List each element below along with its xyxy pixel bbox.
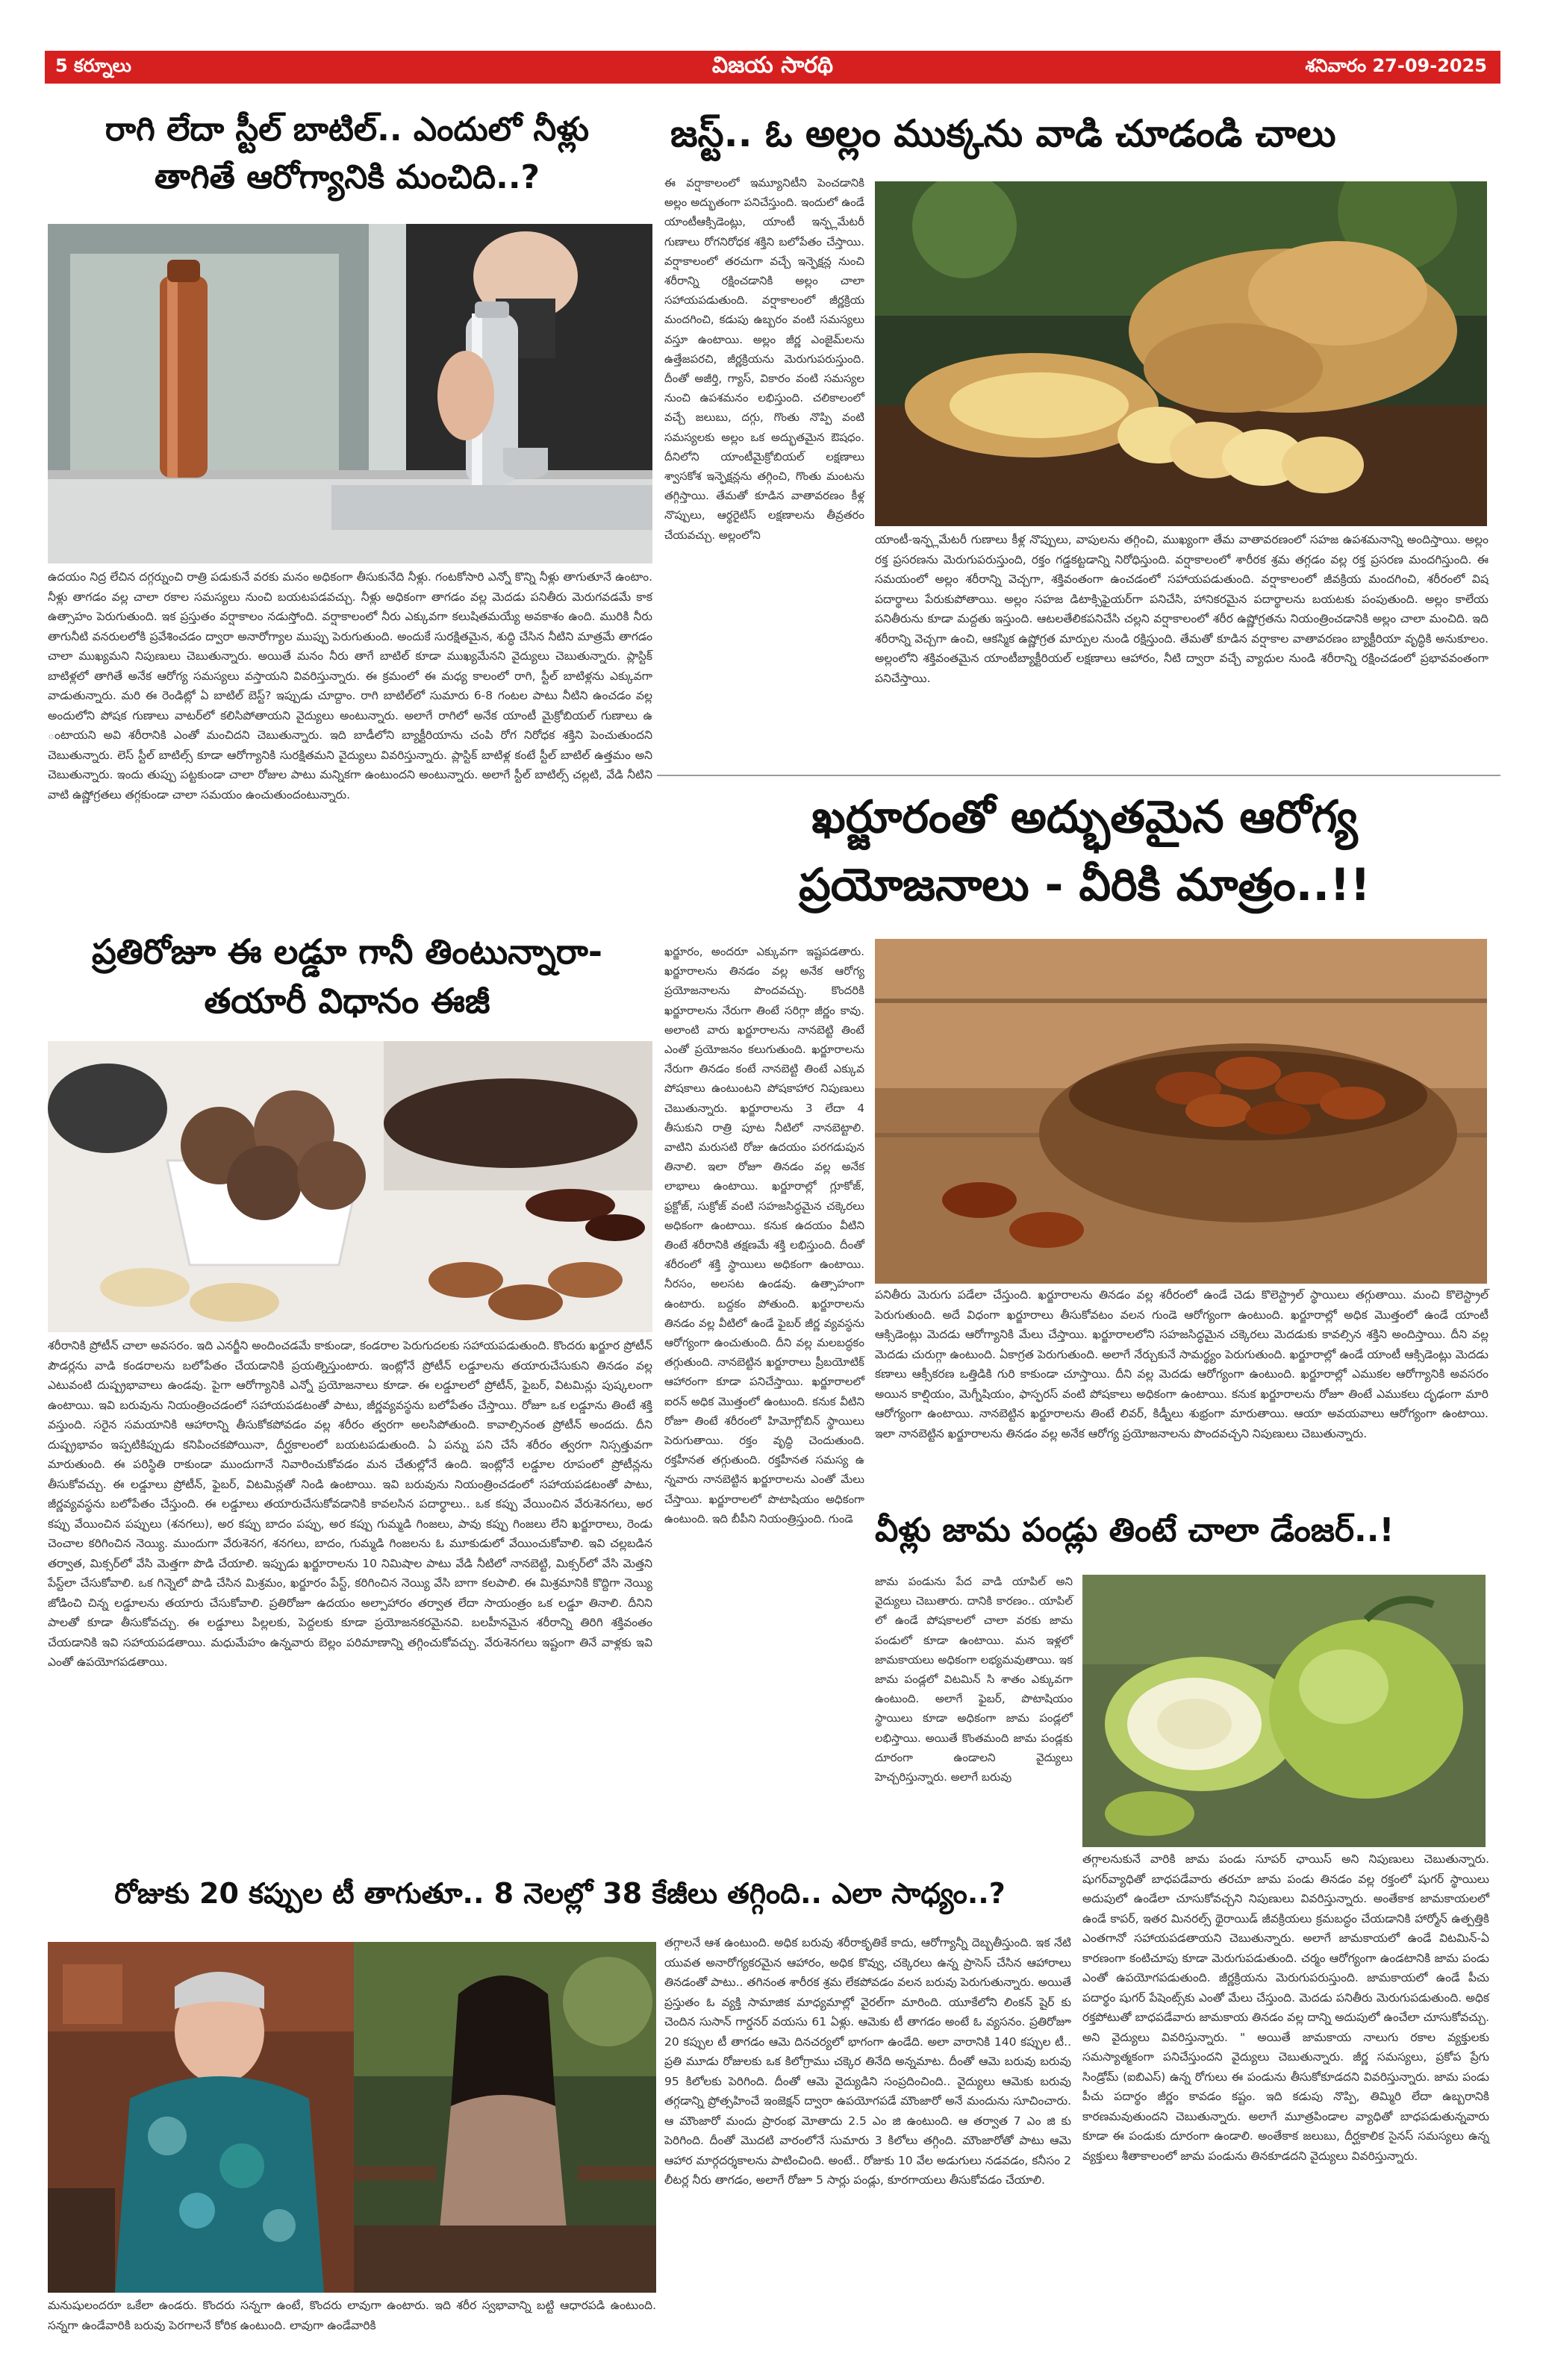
guava-headline: వీళ్లు జామ పండ్లు తింటే చాలా డేంజర్..!	[875, 1511, 1394, 1549]
dates-body-column: ఖర్జూరం, అందరూ ఎక్కువగా ఇష్టపడతారు. ఖర్జూరాలను తినడం వల్ల అనేక ఆరోగ్య ప్రయోజనాలను పొందవచ్చు. కొందరికి ఖర్జూరాలను నేరుగా తింటే సరిగ్గా జీర్ణం కావు. అలాంటి వారు ఖర్జూరాలను నానబెట్టి తింటే ఎంతో ప్రయోజనం కలుగుతుంది. ఖర్జూరాలను నేరుగా తినడం కంటే నానబెట్టి తింటే ఎక్కువ పోషకాలు ఉంటుంటని పోషకాహార నిపుణులు చెబుతున్నారు. ఖర్జూరాలను 3 లేదా 4 తీసుకుని రాత్రి పూట నీటిలో నానబెట్టాలి. వాటిని మరుసటి రోజు ఉదయం పరగడుపున తినాలి. ఇలా రోజూ తినడం వల్ల అనేక లాభాలు ఉంటాయి. ఖర్జూరాల్లో గ్లూకోజ్, ఫ్రక్టోజ్, సుక్రోజ్ వంటి సహజసిద్ధమైన చక్కెరలు అధికంగా ఉంటాయి. కనుక ఉదయం వీటిని తింటే శరీరానికి తక్షణమే శక్తి లభిస్తుంది. దీంతో శరీరంలో శక్తి స్థాయిలు అధికంగా ఉంటాయి. నీరసం, అలసట ఉండవు. ఉత్సాహంగా ఉంటారు. బద్దకం పోతుంది. ఖర్జూరాలను తినడం వల్ల వీటిలో ఉండే ఫైబర్ జీర్ణ వ్యవస్థను ఆరోగ్యంగా ఉంచుతుంది. దీని వల్ల మలబద్ధకం తగ్గుతుంది. నానబెట్టిన ఖర్జూరాలు ప్రీబయోటిక్ ఆహారంగా కూడా పనిచేస్తాయి. ఖర్జూరాలలో ఐరన్ అధిక మొత్తంలో ఉంటుంది. కనుక వీటిని రోజూ తింటే శరీరంలో హిమోగ్లోబిన్ స్థాయిలు పెరుగుతాయి. రక్తం వృద్ధి చెందుతుంది. రక్తహీనత తగ్గుతుంది. రక్తహీనత సమస్య ఉ న్నవారు నానబెట్టిన ఖర్జూరాలను ఎంతో మేలు చేస్తాయి. ఖర్జూరాలలో పొటాషియం అధికంగా ఉంటుంది. ఇది బీపీని నియంత్రిస్తుంది. గుండె	[664, 945, 864, 1525]
paper-name: విజయ సారథి	[711, 52, 834, 78]
page-label: 5 కర్నూలు	[55, 55, 131, 76]
ginger-headline: జస్ట్.. ఓ అల్లం ముక్కను వాడి చూడండి చాలు	[670, 112, 1336, 155]
dates-headline-line-1: ఖర్జూరంతో అద్భుతమైన ఆరోగ్య	[811, 791, 1358, 843]
bottle-headline-line-1: రాగి లేదా స్టీల్ బాటిల్.. ఎందులో నీళ్లు	[105, 110, 590, 149]
section-divider	[657, 775, 1500, 776]
guava-body-wide: తగ్గాలనుకునే వారికి జామ పండు సూపర్ ఛాయిస్ అని నిపుణులు చెబుతున్నారు. షుగర్‌వ్యాధితో బాధపడేవారు తరచూ జామ పండు తినడం వల్ల రక్తంలో షుగర్ స్థాయిలు అదుపులో ఉండేలా చూసుకోవచ్చని నిపుణులు వివరిస్తున్నారు. అంతేకాక జామకాయలలో ఉండే కాపర్, ఇతర మినరల్స్ థైరాయిడ్ జీవక్రియలు క్రమబద్ధం చేయడానికి హార్మోన్ ఉత్పత్తికి ఎంతగానో సహాయపడతాయని చెబుతున్నారు. అలాగే జామకాయలో ఉండే విటమిన్-ఏ కారణంగా కంటిచూపు కూడా మెరుగుపడుతుంది. చర్మం ఆరోగ్యంగా ఉండటానికి జామ పండు ఎంతో ఉపయోగపడుతుంది. జీర్ణక్రియను మెరుగుపరుస్తుంది. జామకాయలో ఉండే పీచు పదార్థం షుగర్ పేషెంట్స్‌కు ఎంతో మేలు చేస్తుంది. మెదడు పనితీరు మెరుగుపడుతుంది. అధిక రక్తపోటుతో బాధపడేవారు జామకాయ తినడం వల్ల దాన్ని అదుపులో ఉంచేలా చూసుకోవచ్చు. అని వైద్యులు వివరిస్తున్నారు. " అయితే జామకాయ నాలుగు రకాల వ్యక్తులకు సమస్యాత్మకంగా పనిచేస్తుందని వైద్యులు చెబుతున్నారు. జీర్ణ సమస్యలు, ప్రకోప ప్రేగు సిండ్రోమ్ (ఐబిఎస్) ఉన్న రోగులు ఈ పండును తీసుకోకూడదని వివరిస్తున్నారు. జామ పండు పీచు పదార్థం జీర్ణం కావడం కష్టం. ఇది కడుపు నొప్పి, తిమ్మిరి లేదా ఉబ్బరానికి కారణమవుతుందని చెబుతున్నారు. అలాగే మూత్రపిండాల వ్యాధితో బాధపడుతున్నవారు కూడా ఈ పండుకు దూరంగా ఉండాలి. అంతేకాక జలుబు, దీర్ఘకాలిక సైనస్ సమస్యలు ఉన్న వ్యక్తులు శీతాకాలంలో జామ పండును తినకూడదని వైద్యులు వివరిస్తున్నారు.	[1082, 1852, 1489, 2163]
tea-body-left: మనుషులందరూ ఒకేలా ఉండరు. కొందరు సన్నగా ఉంటే, కొందరు లావుగా ఉంటారు. ఇది శరీర స్వభావాన్ని బట్టి ఆధారపడి ఉంటుంది. సన్నగా ఉండేవారికి బరువు పెరగాలనే కోరిక ఉంటుంది. లావుగా ఉండేవారికి	[48, 2299, 656, 2332]
dates-headline-line-2: ప్రయోజనాలు - వీరికి మాత్రం..!!	[799, 858, 1371, 911]
bottle-headline	[45, 110, 649, 197]
tea-body-right: తగ్గాలనే ఆశ ఉంటుంది. అధిక బరువు శరీరాకృతికే కాదు, ఆరోగ్యాన్నీ దెబ్బతీస్తుంది. ఇక నేటి యువత అనారోగ్యకరమైన ఆహారం, అధిక కొవ్వు, చక్కెరలు ఉన్న ప్రాసెస్ చేసిన ఆహారాలు తినడంతో పాటు.. తగినంత శారీరక శ్రమ లేకపోవడం వలన బరువు పెరుగుతున్నారు. అయితే ప్రస్తుతం ఓ వ్యక్తి సామాజిక మాధ్యమాల్లో వైరల్‌గా మారింది. యూకేలోని లింకన్ షైర్ కు చెందిన సుసాన్ గార్డనర్ వయసు 61 ఏళ్లు. ఆమెకు టీ తాగడం అంటే ఓ వ్యసనం. ప్రతిరోజూ 20 కప్పుల టీ తాగడం ఆమె దినచర్యలో భాగంగా ఉండేది. అలా వారానికి 140 కప్పుల టీ.. ప్రతి మూడు రోజులకు ఒక కిలోగ్రాము చక్కెర తినేది అన్నమాట. దీంతో ఆమె బరువు బరువు 95 కిలోలకు పెరిగింది. దీంతో ఆమె వైద్యుడిని సంప్రదించింది.. వైద్యులు ఆమెకు బరువు తగ్గడాన్ని ప్రోత్సహించే ఇంజెక్షన్ ద్వారా ఉపయోగపడే మౌంజారో అనే మందును సూచించారు. ఆ మౌంజారో మందు ప్రారంభ మోతాదు 2.5 ఎం జి ఉంటుంది. ఆ తర్వాత 7 ఎం జి కు పెరిగింది. దీంతో మొదటి వారంలోనే సుమారు 3 కిలోలు తగ్గింది. మౌంజారోతో పాటు ఆమె ఆహార మార్గదర్శకాలను పాటించింది. అంటే.. రోజుకు 10 వేల అడుగులు నడవడం, కనీసం 2 లీటర్ల నీరు తాగడం, అలాగే రోజూ 5 సార్లు పండ్లు, కూరగాయలు తీసుకోవడం చేయాలి.	[664, 1936, 1071, 2187]
bottle-body: ఉదయం నిద్ర లేచిన దగ్గర్నుంచి రాత్రి పడుకునే వరకు మనం అధికంగా తీసుకునేది నీళ్లు. గంటకోసారి ఎన్నో కొన్ని నీళ్లు తాగుతూనే ఉంటాం. నీళ్లు తాగడం వల్ల చాలా రకాల సమస్యలు నుంచి బయటపడవచ్చు. నీళ్లు అధికంగా తాగడం వల్ల మెదడు పనితీరు మెరుగవడమే కాక ఉత్సాహం పెరుగుతుంది. ఇక ప్రస్తుతం వర్షాకాలం నడుస్తోంది. వర్షాకాలంలో నీరు ఎక్కువగా కలుషితమయ్యే అవకాశం ఉంది. మురికి నీరు తాగునీటి వనరులలోకి ప్రవేశించడం ద్వారా అనారోగ్యాల ముప్పు పెరుగుతుంది. అందుకే సురక్షితమైన, శుద్ధి చేసిన నీటిని మాత్రమే తాగడం చాలా ముఖ్యమని నిపుణులు చెబుతున్నారు. అయితే మనం నీరు తాగే బాటిల్ కూడా ముఖ్యమేనని వైద్యులు చెబుతున్నారు. ప్లాస్టిక్ బాటిళ్లలో తాగితే అనేక ఆరోగ్య సమస్యలు వస్తాయని వివరిస్తున్నారు. ఈ క్రమంలో ఈ మధ్య కాలంలో రాగి, స్టీల్ బాటిళ్లను ఎక్కువగా వాడుతున్నారు. మరి ఈ రెండిట్లో ఏ బాటిల్ బెస్ట్? ఇప్పుడు చూద్దాం. రాగి బాటిల్‌లో సుమారు 6-8 గంటల పాటు నీటిని ఉంచడం వల్ల అందులోని పోషక గుణాలు వాటర్‌లో కలిసిపోతాయని వైద్యులు అంటున్నారు. అలాగే రాగిలో అనేక యాంటీ మైక్రోబియల్ గుణాలు ఉ ంటాయని అవి శరీరానికి ఎంతో మంచిదని చెబుతున్నారు. ఇది బాడీలోని బ్యాక్టీరియాను చంపి రోగ నిరోధక శక్తిని పెంచుతుందని చెబుతున్నారు. లెస్ స్టీల్ బాటిల్స్ కూడా ఆరోగ్యానికి సురక్షితమని వైద్యులు వివరిస్తున్నారు. ప్లాస్టిక్ బాటిళ్ల కంటే స్టీల్ బాటిల్ ఉత్తమం అని చెబుతున్నారు. ఇందు తుప్పు పట్టకుండా చాలా రోజుల పాటు మన్నికగా ఉంటుందని అంటున్నారు. అలాగే స్టీల్ బాటిల్స్ చల్లటి, వేడి నీటిని వాటి ఉష్ణోగ్రతలు తగ్గకుండా చాలా సమయం ఉంచుతుందంటున్నారు.	[48, 570, 652, 802]
dates-headline	[663, 791, 1506, 912]
masthead-bar	[45, 51, 1500, 84]
issue-date: శనివారం 27-09-2025	[1305, 55, 1487, 76]
tea-photo-before	[48, 1942, 354, 2293]
laddu-headline-line-2: తయారీ విధానం ఈజీ	[204, 981, 490, 1022]
tea-headline: రోజుకు 20 కప్పుల టీ తాగుతూ.. 8 నెలల్లో 38 కేజీలు తగ్గింది.. ఎలా సాధ్యం..?	[114, 1877, 1006, 1910]
bottles-photo	[48, 224, 652, 563]
dates-photo	[875, 939, 1487, 1284]
tea-photo-after	[354, 1942, 656, 2293]
ginger-body-column: ఈ వర్షాకాలంలో ఇమ్యూనిటీని పెంచడానికి అల్లం అద్భుతంగా పనిచేస్తుంది. ఇందులో ఉండే యాంటీఆక్సిడెంట్లు, యాంటీ ఇన్ఫ్లమేటరీ గుణాలు రోగనిరోధక శక్తిని బలోపేతం చేస్తాయి. వర్షాకాలంలో తరచుగా వచ్చే ఇన్ఫెక్షన్ల నుంచి శరీరాన్ని రక్షించడానికి అల్లం చాలా సహాయపడుతుంది. వర్షాకాలంలో జీర్ణక్రియ మందగించి, కడుపు ఉబ్బరం వంటి సమస్యలు వస్తూ ఉంటాయి. అల్లం జీర్ణ ఎంజైమ్‌లను ఉత్తేజపరచి, జీర్ణక్రియను మెరుగుపరుస్తుంది. దీంతో అజీర్తి, గ్యాస్, వికారం వంటి సమస్యల నుంచి ఉపశమనం లభిస్తుంది. చలికాలంలో వచ్చే జలుబు, దగ్గు, గొంతు నొప్పి వంటి సమస్యలకు అల్లం ఒక అద్భుతమైన ఔషధం. దీనిలోని యాంటీమైక్రోబియల్ లక్షణాలు శ్వాసకోశ ఇన్ఫెక్షన్లను తగ్గించి, గొంతు మంటను తగ్గిస్తాయి. తేమతో కూడిన వాతావరణం కీళ్ల నొప్పులు, ఆర్థరైటిస్ లక్షణాలను తీవ్రతరం చేయవచ్చు. అల్లంలోని	[664, 176, 864, 542]
laddu-headline-line-1: ప్రతిరోజూ ఈ లడ్డూ గానీ తింటున్నారా-	[91, 931, 602, 972]
laddu-photo	[48, 1041, 652, 1332]
bottle-headline-line-2: తాగితే ఆరోగ్యానికి మంచిది..?	[154, 157, 540, 196]
laddu-headline	[45, 931, 649, 1022]
ginger-body-wide: యాంటీ-ఇన్ఫ్లమేటరీ గుణాలు కీళ్ల నొప్పులు, వాపులను తగ్గించి, ముఖ్యంగా తేమ వాతావరణంలో సహజ ఉపశమనాన్ని అందిస్తాయి. అల్లం రక్త ప్రసరణను మెరుగుపరుస్తుంది, రక్తం గడ్డకట్టడాన్ని నిరోధిస్తుంది. వర్షాకాలంలో శారీరక శ్రమ తగ్గడం వల్ల రక్త ప్రసరణ మందగిస్తుంది. ఈ సమయంలో అల్లం శరీరాన్ని వెచ్చగా, శక్తివంతంగా ఉంచడంలో సహాయపడుతుంది. వర్షాకాలంలో జీవక్రియ మందగించి, శరీరంలో విష పదార్థాలు పేరుకుపోతాయి. అల్లం సహజ డిటాక్సిఫైయర్‌గా పనిచేసి, హానికరమైన పదార్థాలను బయటకు పంపుతుంది. అల్లం కాలేయ పనితీరును కూడా మద్దతు ఇస్తుంది. ఆటలతేలికపనిచేసి చల్లని వర్షాకాలంలో శరీర ఉష్ణోగ్రతను నియంత్రించడానికి అల్లం చాలా మంచిది. ఇది శరీరాన్ని వెచ్చగా ఉంచి, ఆకస్మిక ఉష్ణోగ్రత మార్పుల నుండి రక్షిస్తుంది. తేమతో కూడిన వర్షాకాల వాతావరణం బ్యాక్టీరియా వృద్ధికి అనుకూలం. అల్లంలోని శక్తివంతమైన యాంటీబ్యాక్టీరియల్ లక్షణాలు ఆహారం, నీటి ద్వారా వచ్చే వ్యాధుల నుండి శరీరాన్ని రక్షించడంలో ప్రభావవంతంగా పనిచేస్తాయి.	[875, 533, 1489, 685]
guava-body-column: జామ పండును పేద వాడి యాపిల్ అని వైద్యులు చెబుతారు. దానికి కారణం.. యాపిల్ లో ఉండే పోషకాలలో చాలా వరకు జామ పండులో కూడా ఉంటాయి. మన ఇళ్లలో జామకాయలు అధికంగా లభ్యమవుతాయి. ఇక జామ పండ్లలో విటమిన్ సి శాతం ఎక్కువగా ఉంటుంది. అలాగే ఫైబర్, పొటాషియం స్థాయిలు కూడా అధికంగా జామ పండ్లలో లభిస్తాయి. అయితే కొంతమంది జామ పండ్లకు దూరంగా ఉండాలని వైద్యులు హెచ్చరిస్తున్నారు. అలాగే బరువు	[875, 1575, 1073, 1784]
ginger-photo	[875, 181, 1487, 526]
laddu-body: శరీరానికి ప్రోటీన్ చాలా అవసరం. ఇది ఎనర్జీని అందించడమే కాకుండా, కండరాల పెరుగుదలకు సహాయపడుతుంది. కొందరు ఖర్జూర ప్రోటీన్ పౌడర్లను వాడి కండరాలను బలోపేతం చేయడానికి ప్రయత్నిస్తుంటారు. ఇంట్లోనే ప్రోటీన్ లడ్డూలను తయారుచేసుకుని తినడం వల్ల ఎటువంటి దుష్ప్రభావాలు ఉండవు. పైగా ఆరోగ్యానికి ఎన్నో ప్రయోజనాలు కూడా. ఈ లడ్డూలలో ప్రోటీన్, ఫైబర్, విటమిన్లు పుష్కలంగా ఉంటాయి. ఇవి బరువును నియంత్రించడంలో సహాయపడటంతో పాటు, జీర్ణవ్యవస్థను బలోపేతం చేస్తాయి. రోజూ ఒక లడ్డూను తింటే శక్తి వస్తుంది. సరైన సమయానికి ఆహారాన్ని తీసుకోకపోవడం వల్ల శరీరం త్వరగా అలసిపోతుంది. కావాల్సినంత ప్రోటీన్ అందదు. దీని దుష్ప్రభావం ఇప్పటికిప్పుడు కనిపించకపోయినా, దీర్ఘకాలంలో బయటపడుతుంది. ఏ పన్ను పని చేసే శరీరం త్వరగా నిస్సత్తువగా మారుతుంది. ఈ పరిస్థితి రాకుండా ముందుగానే నివారించుకోవడం మన చేతుల్లోనే ఉంది. ఇంట్లోనే లడ్డూల రూపంలో ప్రోటీన్లను తీసుకోవచ్చు. ఈ లడ్డూలు ప్రోటీన్, ఫైబర్, విటమిన్లతో నిండి ఉంటాయి. ఇవి బరువును నియంత్రించడంలో సహాయపడటంతో పాటు, జీర్ణవ్యవస్థను బలోపేతం చేస్తుంది. ఈ లడ్డూలు తయారుచేసుకోవడానికి కావలసిన పదార్థాలు.. ఒక కప్పు వేయించిన వేరుశెనగలు, అర కప్పు వేయించిన పప్పులు (శనగలు), అర కప్పు బాదం పప్పు, అర కప్పు గుమ్మడి గింజలు, పావు కప్పు గింజలు లేని ఖర్జూరాలు, రెండు చెంచాల కరిగించిన నెయ్యి. ముందుగా వేరుశెనగ, శనగలు, బాదం, గుమ్మడి గింజలను ఓ మూకుడులో వేయించుకోవాలి. ఇవి చల్లబడిన తర్వాత, మిక్సర్‌లో వేసి మెత్తగా పొడి చేయాలి. ఇప్పుడు ఖర్జూరాలను 10 నిమిషాల పాటు వేడి నీటిలో నానబెట్టి, మిక్సర్‌లో వేసి మెత్తని పేస్ట్‌లా చేసుకోవాలి. ఒక గిన్నెలో పొడి చేసిన మిశ్రమం, ఖర్జూరం పేస్ట్, కరిగించిన నెయ్యి వేసి బాగా కలపాలి. ఈ మిశ్రమానికి కొద్దిగా నెయ్యి జోడించి చిన్న లడ్డూలను తయారు చేసుకోవాలి. ప్రతిరోజూ ఉదయం అల్పాహారం తర్వాత లేదా సాయంత్రం ఒక లడ్డూ తినాలి. దీనిని పాలతో కూడా తీసుకోవచ్చు. ఈ లడ్డూలు పిల్లలకు, పెద్దలకు కూడా ప్రయోజనకరమైనవి. బలహీనమైన శరీరాన్ని తిరిగి శక్తివంతం చేయడానికి ఇవి సహాయపడతాయి. మధుమేహం ఉన్నవారు బెల్లం పరిమాణాన్ని తగ్గించుకోవచ్చు. వేరుశెనగలు ఇష్టంగా తినే వాళ్లకు ఇవి ఎంతో ఉపయోగపడతాయి.	[48, 1339, 652, 1669]
guava-photo	[1082, 1575, 1486, 1847]
dates-body-wide: పనితీరు మెరుగు పడేలా చేస్తుంది. ఖర్జూరాలను తినడం వల్ల శరీరంలో ఉండే చెడు కొలెస్ట్రాల్ స్థాయిలు తగ్గుతాయి. మంచి కొలెస్ట్రాల్ పెరుగుతుంది. అదే విధంగా ఖర్జూరాలు తీసుకోవటం వలన గుండె ఆరోగ్యంగా ఉంటుంది. ఖర్జూరాల్లో అధిక మొత్తంలో ఉండే యాంటీ ఆక్సిడెంట్లు మెదడు ఆరోగ్యానికి మేలు చేస్తాయి. ఖర్జూరాలలోని సహజసిద్ధమైన చక్కెరలు మెదడుకు కావల్సిన శక్తిని అందిస్తాయి. దీని వల్ల మెదడు చురుగ్గా ఉంటుంది. ఏకాగ్రత పెరుగుతుంది. అలాగే నేర్చుకునే సామర్థ్యం పెరుగుతుంది. ఖర్జూరాల్లో ఉండే యాంటీ ఆక్సిడెంట్లు మెదడు కణాలు ఆక్సీకరణ ఒత్తిడికి గురి కాకుండా చూస్తాయి. దీని వల్ల మెదడు ఆరోగ్యంగా ఉంటుంది. ఖర్జూరాల్లో ఎముకల ఆరోగ్యానికి అవసరం అయిన కాల్షియం, మెగ్నీషియం, ఫాస్ఫరస్ వంటి పోషకాలు అధికంగా ఉంటాయి. కనుక ఖర్జూరాలను రోజూ తింటే ఎముకలు దృఢంగా మారి ఆరోగ్యంగా ఉంటాయి. నానబెట్టిన ఖర్జూరాలను తింటే లివర్, కిడ్నీలు శుభ్రంగా మారుతాయి. ఆయా అవయవాలు ఆరోగ్యంగా ఉంటాయి. ఇలా నానబెట్టిన ఖర్జూరాలను తినడం వల్ల అనేక ఆరోగ్య ప్రయోజనాలను పొందవచ్చని నిపుణులు చెబుతున్నారు.	[875, 1288, 1489, 1440]
